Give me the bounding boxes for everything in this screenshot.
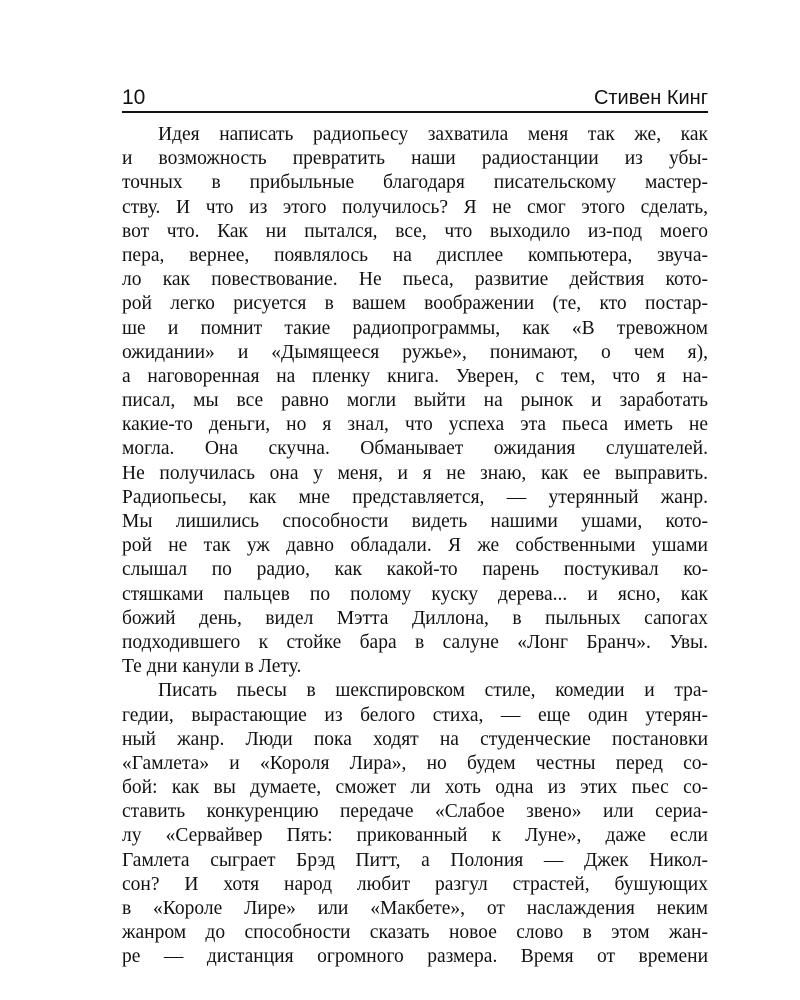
text-line: стяшками пальцев по полому куску дерева... и ясно, как	[122, 583, 708, 605]
text-line: слышал по радио, как какой-то парень постукивал ко-	[122, 559, 708, 581]
text-line: могла. Она скучна. Обманывает ожидания слушателей.	[122, 438, 708, 460]
text-line: Писать пьесы в шекспировском стиле, комедии и тра-	[158, 680, 708, 702]
text-line: пера, вернее, появлялось на дисплее компьютера, звуча-	[122, 244, 708, 266]
text-line: ре — дистанция огромного размера. Время от времени	[122, 946, 708, 968]
page-header	[122, 82, 708, 110]
text-line: ше и помнит такие радиопрограммы, как «В тревожном	[122, 317, 708, 339]
text-line: рой не так уж давно обладали. Я же собственными ушами	[122, 535, 708, 557]
text-line: писал, мы все равно могли выйти на рынок и заработать	[122, 390, 708, 412]
text-line: Не получилась она у меня, и я не знаю, как ее выправить.	[122, 462, 708, 484]
text-line: гедии, вырастающие из белого стиха, — еще один утерян-	[122, 704, 708, 726]
text-line: и возможность превратить наши радиостанции из убы-	[122, 148, 708, 170]
text-line: вот что. Как ни пытался, все, что выходило из-под моего	[122, 220, 708, 242]
text-line: а наговоренная на пленку книга. Уверен, с тем, что я на-	[122, 365, 708, 387]
running-title: Стивен Кинг	[593, 87, 708, 109]
text-line: бой: как вы думаете, сможет ли хоть одна из этих пьес со-	[122, 777, 708, 799]
text-line: в «Короле Лире» или «Макбете», от наслаждения неким	[122, 898, 708, 919]
text-line: ставить конкуренцию передаче «Слабое звено» или сериа-	[122, 801, 708, 823]
text-line: Те дни канули в Лету.	[122, 656, 302, 678]
text-line: сон? И хотя народ любит разгул страстей, бушующих	[122, 873, 708, 895]
text-line: лу «Сервайвер Пять: прикованный к Луне», даже если	[122, 825, 708, 847]
text-line: точных в прибыльные благодаря писательскому мастер-	[122, 172, 708, 194]
text-line: ный жанр. Люди пока ходят на студенческие постановки	[122, 728, 708, 750]
text-line: Радиопьесы, как мне представляется, — утерянный жанр.	[122, 486, 708, 508]
text-line: ожидании» и «Дымящееся ружье», понимают, о чем я),	[122, 341, 708, 363]
text-line: жанром до способности сказать новое слово в этом жан-	[122, 922, 708, 944]
page-number: 10	[122, 86, 146, 109]
text-line: подходившего к стойке бара в салуне «Лонг Бранч». Увы.	[122, 631, 708, 653]
text-line: ло как повествование. Не пьеса, развитие действия кото-	[122, 269, 708, 291]
text-line: «Гамлета» и «Короля Лира», но будем честны перед со-	[122, 752, 708, 774]
text-line: ству. И что из этого получилось? Я не смог этого сделать,	[122, 196, 708, 218]
text-line: Идея написать радиопьесу захватила меня так же, как	[158, 124, 708, 145]
text-line: рой легко рисуется в вашем воображении (те, кто постар-	[122, 293, 708, 315]
header-rule	[122, 111, 708, 113]
text-line: Мы лишились способности видеть нашими ушами, кото-	[122, 511, 708, 532]
body-text	[122, 123, 708, 970]
text-line: Гамлета сыграет Брэд Питт, а Полония — Джек Никол-	[122, 849, 708, 871]
text-line: божий день, видел Мэтта Диллона, в пыльных сапогах	[122, 607, 708, 629]
text-line: какие-то деньги, но я знал, что успеха эта пьеса иметь не	[122, 414, 708, 436]
